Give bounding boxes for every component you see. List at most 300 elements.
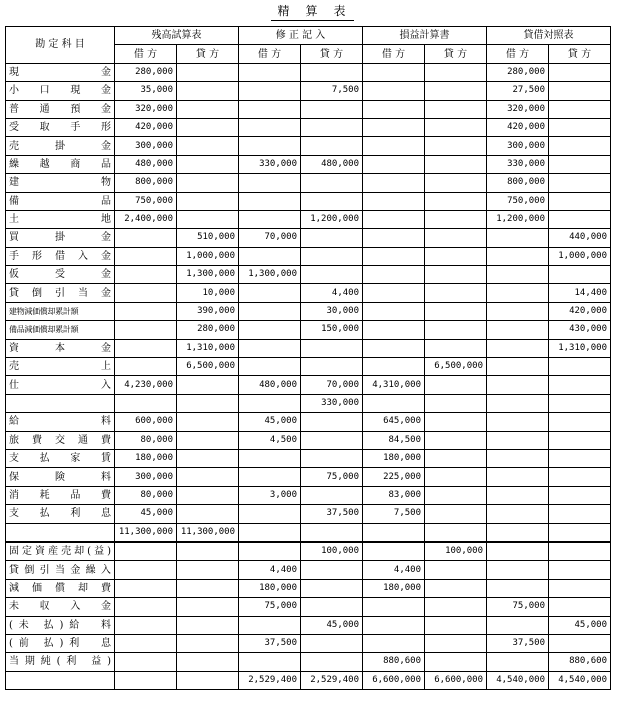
amount-cell: 80,000: [115, 431, 177, 449]
amount-cell: [239, 302, 301, 320]
amount-cell: [115, 616, 177, 634]
amount-cell: 1,310,000: [549, 339, 611, 357]
amount-cell: [363, 523, 425, 542]
table-row: [6, 523, 611, 542]
amount-cell: 35,000: [115, 82, 177, 100]
amount-cell: 1,310,000: [177, 339, 239, 357]
amount-cell: [549, 579, 611, 597]
amount-cell: [425, 616, 487, 634]
amount-cell: 70,000: [301, 376, 363, 394]
amount-cell: 4,230,000: [115, 376, 177, 394]
amount-cell: [115, 284, 177, 302]
amount-cell: [115, 542, 177, 561]
amount-cell: 4,310,000: [363, 376, 425, 394]
account-name: 仮 受 金: [6, 266, 115, 284]
amount-cell: [363, 358, 425, 376]
amount-cell: [115, 302, 177, 320]
amount-cell: [301, 247, 363, 265]
amount-cell: [549, 82, 611, 100]
amount-cell: [177, 174, 239, 192]
amount-cell: 100,000: [425, 542, 487, 561]
table-row: [6, 449, 611, 467]
amount-cell: [239, 100, 301, 118]
account-name: 土 地: [6, 210, 115, 228]
amount-cell: [363, 339, 425, 357]
amount-cell: [177, 468, 239, 486]
amount-cell: [363, 210, 425, 228]
amount-cell: [363, 63, 425, 81]
amount-cell: [115, 598, 177, 616]
amount-cell: [239, 505, 301, 523]
amount-cell: [239, 63, 301, 81]
amount-cell: [425, 192, 487, 210]
amount-cell: [487, 579, 549, 597]
amount-cell: 800,000: [115, 174, 177, 192]
amount-cell: 100,000: [301, 542, 363, 561]
amount-cell: [425, 174, 487, 192]
amount-cell: [363, 155, 425, 173]
amount-cell: [363, 394, 425, 412]
account-name: 建物減価償却累計額: [6, 302, 115, 320]
amount-cell: [177, 634, 239, 652]
amount-cell: [363, 137, 425, 155]
amount-cell: [549, 118, 611, 136]
amount-cell: [177, 449, 239, 467]
amount-cell: [363, 118, 425, 136]
amount-cell: 330,000: [301, 394, 363, 412]
amount-cell: [425, 598, 487, 616]
amount-cell: 4,540,000: [549, 671, 611, 689]
table-row: [6, 321, 611, 339]
amount-cell: 180,000: [239, 579, 301, 597]
amount-cell: [487, 229, 549, 247]
amount-cell: [425, 155, 487, 173]
account-name: (前 払)利 息: [6, 634, 115, 652]
amount-cell: [177, 63, 239, 81]
amount-cell: 3,000: [239, 486, 301, 504]
amount-cell: 4,400: [239, 561, 301, 579]
amount-cell: [487, 413, 549, 431]
amount-cell: [425, 413, 487, 431]
income-statement-header: 損益計算書: [363, 27, 487, 45]
amount-cell: 330,000: [239, 155, 301, 173]
account-name: 現 金: [6, 63, 115, 81]
amount-cell: 70,000: [239, 229, 301, 247]
amount-cell: 600,000: [115, 413, 177, 431]
amount-cell: [301, 118, 363, 136]
table-row: [6, 579, 611, 597]
amount-cell: [177, 598, 239, 616]
account-name: (未 払)給 料: [6, 616, 115, 634]
account-name: 固定資産売却(益): [6, 542, 115, 561]
account-name: 受 取 手 形: [6, 118, 115, 136]
amount-cell: [549, 358, 611, 376]
amount-cell: 300,000: [487, 137, 549, 155]
amount-cell: [425, 247, 487, 265]
amount-cell: [549, 137, 611, 155]
account-name: 建 物: [6, 174, 115, 192]
amount-cell: 45,000: [301, 616, 363, 634]
amount-cell: [363, 616, 425, 634]
amount-cell: 30,000: [301, 302, 363, 320]
amount-cell: 37,500: [487, 634, 549, 652]
amount-cell: [425, 321, 487, 339]
amount-cell: 800,000: [487, 174, 549, 192]
table-row: [6, 100, 611, 118]
table-row: [6, 82, 611, 100]
adjustments-header: 修 正 記 入: [239, 27, 363, 45]
amount-cell: [239, 449, 301, 467]
amount-cell: 1,000,000: [177, 247, 239, 265]
balance-sheet-header: 貸借対照表: [487, 27, 611, 45]
amount-cell: [177, 376, 239, 394]
credit-header: 貸 方: [425, 45, 487, 63]
amount-cell: 390,000: [177, 302, 239, 320]
account-name: [6, 523, 115, 542]
amount-cell: [177, 155, 239, 173]
amount-cell: [425, 523, 487, 542]
amount-cell: 480,000: [239, 376, 301, 394]
amount-cell: [487, 339, 549, 357]
amount-cell: 11,300,000: [115, 523, 177, 542]
table-row: [6, 118, 611, 136]
account-name: 売 上: [6, 358, 115, 376]
amount-cell: [425, 100, 487, 118]
amount-cell: [425, 63, 487, 81]
amount-cell: 1,200,000: [487, 210, 549, 228]
table-row: [6, 210, 611, 228]
account-name: 未 収 入 金: [6, 598, 115, 616]
amount-cell: 300,000: [115, 137, 177, 155]
amount-cell: 280,000: [487, 63, 549, 81]
amount-cell: [549, 394, 611, 412]
amount-cell: 80,000: [115, 486, 177, 504]
amount-cell: [549, 413, 611, 431]
debit-header: 借 方: [363, 45, 425, 63]
amount-cell: 11,300,000: [177, 523, 239, 542]
amount-cell: 10,000: [177, 284, 239, 302]
amount-cell: [301, 229, 363, 247]
amount-cell: [177, 394, 239, 412]
amount-cell: [177, 210, 239, 228]
amount-cell: [239, 192, 301, 210]
amount-cell: [425, 82, 487, 100]
table-row: [6, 376, 611, 394]
amount-cell: [487, 358, 549, 376]
amount-cell: 430,000: [549, 321, 611, 339]
amount-cell: 2,400,000: [115, 210, 177, 228]
amount-cell: 6,600,000: [363, 671, 425, 689]
amount-cell: [239, 321, 301, 339]
amount-cell: [177, 100, 239, 118]
amount-cell: [425, 486, 487, 504]
table-row: [6, 302, 611, 320]
account-name: 貸倒引当金繰入: [6, 561, 115, 579]
amount-cell: [115, 561, 177, 579]
amount-cell: [487, 376, 549, 394]
account-name: 手 形 借 入 金: [6, 247, 115, 265]
page-title: 精 算 表: [0, 2, 625, 21]
amount-cell: [115, 321, 177, 339]
debit-header: 借 方: [487, 45, 549, 63]
amount-cell: [301, 266, 363, 284]
amount-cell: [425, 229, 487, 247]
amount-cell: 480,000: [115, 155, 177, 173]
account-name: 貸 倒 引 当 金: [6, 284, 115, 302]
amount-cell: [425, 579, 487, 597]
amount-cell: [239, 118, 301, 136]
account-name: 仕 入: [6, 376, 115, 394]
amount-cell: [239, 616, 301, 634]
amount-cell: [239, 468, 301, 486]
credit-header: 貸 方: [177, 45, 239, 63]
table-row: [6, 229, 611, 247]
amount-cell: [115, 671, 177, 689]
table-row: [6, 616, 611, 634]
table-row: [6, 155, 611, 173]
amount-cell: [487, 468, 549, 486]
amount-cell: [425, 266, 487, 284]
amount-cell: [487, 542, 549, 561]
amount-cell: [363, 634, 425, 652]
table-row: [6, 486, 611, 504]
amount-cell: [425, 284, 487, 302]
amount-cell: [177, 505, 239, 523]
table-row: [6, 653, 611, 671]
amount-cell: [177, 82, 239, 100]
amount-cell: [425, 210, 487, 228]
amount-cell: [549, 598, 611, 616]
amount-cell: [301, 413, 363, 431]
amount-cell: [549, 63, 611, 81]
amount-cell: [487, 247, 549, 265]
account-name: 備 品: [6, 192, 115, 210]
amount-cell: [363, 284, 425, 302]
amount-cell: [487, 616, 549, 634]
amount-cell: 150,000: [301, 321, 363, 339]
amount-cell: 180,000: [115, 449, 177, 467]
amount-cell: 420,000: [487, 118, 549, 136]
amount-cell: [115, 653, 177, 671]
amount-cell: [115, 266, 177, 284]
amount-cell: [301, 358, 363, 376]
amount-cell: [549, 431, 611, 449]
amount-cell: [549, 376, 611, 394]
amount-cell: [177, 561, 239, 579]
amount-cell: [301, 63, 363, 81]
amount-cell: 1,300,000: [239, 266, 301, 284]
amount-cell: [425, 118, 487, 136]
account-name: 消 耗 品 費: [6, 486, 115, 504]
amount-cell: [301, 598, 363, 616]
account-name: 繰 越 商 品: [6, 155, 115, 173]
account-header: 勘 定 科 目: [6, 27, 115, 64]
amount-cell: [363, 100, 425, 118]
account-name: 減 価 償 却 費: [6, 579, 115, 597]
amount-cell: 45,000: [115, 505, 177, 523]
debit-header: 借 方: [115, 45, 177, 63]
amount-cell: [363, 598, 425, 616]
account-name: [6, 394, 115, 412]
trial-balance-header: 残高試算表: [115, 27, 239, 45]
account-name: 旅 費 交 通 費: [6, 431, 115, 449]
amount-cell: [549, 542, 611, 561]
amount-cell: [239, 247, 301, 265]
amount-cell: [549, 100, 611, 118]
worksheet-table: [5, 26, 611, 690]
amount-cell: [363, 266, 425, 284]
amount-cell: [239, 358, 301, 376]
amount-cell: [115, 634, 177, 652]
amount-cell: 300,000: [115, 468, 177, 486]
amount-cell: [301, 523, 363, 542]
amount-cell: [115, 579, 177, 597]
amount-cell: 440,000: [549, 229, 611, 247]
amount-cell: [425, 505, 487, 523]
amount-cell: [239, 137, 301, 155]
amount-cell: 180,000: [363, 449, 425, 467]
amount-cell: 2,529,400: [301, 671, 363, 689]
amount-cell: [301, 174, 363, 192]
amount-cell: [549, 634, 611, 652]
amount-cell: [549, 449, 611, 467]
amount-cell: 750,000: [115, 192, 177, 210]
amount-cell: [549, 505, 611, 523]
amount-cell: 14,400: [549, 284, 611, 302]
amount-cell: [425, 302, 487, 320]
amount-cell: 2,529,400: [239, 671, 301, 689]
amount-cell: [549, 174, 611, 192]
amount-cell: [425, 431, 487, 449]
amount-cell: [363, 82, 425, 100]
amount-cell: 320,000: [115, 100, 177, 118]
table-row: [6, 671, 611, 689]
amount-cell: 1,300,000: [177, 266, 239, 284]
amount-cell: [363, 174, 425, 192]
amount-cell: [177, 653, 239, 671]
amount-cell: 180,000: [363, 579, 425, 597]
account-name: 備品減価償却累計額: [6, 321, 115, 339]
amount-cell: [487, 266, 549, 284]
table-row: [6, 468, 611, 486]
account-name: 給 料: [6, 413, 115, 431]
amount-cell: 510,000: [177, 229, 239, 247]
amount-cell: [301, 449, 363, 467]
amount-cell: 420,000: [549, 302, 611, 320]
amount-cell: [363, 542, 425, 561]
amount-cell: [487, 561, 549, 579]
amount-cell: 37,500: [301, 505, 363, 523]
amount-cell: 6,500,000: [425, 358, 487, 376]
amount-cell: 4,500: [239, 431, 301, 449]
table-row: [6, 505, 611, 523]
amount-cell: [301, 339, 363, 357]
table-row: [6, 63, 611, 81]
amount-cell: 280,000: [115, 63, 177, 81]
amount-cell: [549, 468, 611, 486]
amount-cell: [115, 339, 177, 357]
amount-cell: [177, 671, 239, 689]
amount-cell: 4,400: [301, 284, 363, 302]
amount-cell: [363, 192, 425, 210]
credit-header: 貸 方: [549, 45, 611, 63]
amount-cell: [301, 100, 363, 118]
table-row: [6, 413, 611, 431]
account-name: [6, 671, 115, 689]
table-row: [6, 247, 611, 265]
amount-cell: [487, 431, 549, 449]
table-row: [6, 174, 611, 192]
amount-cell: [239, 523, 301, 542]
amount-cell: 645,000: [363, 413, 425, 431]
amount-cell: 75,000: [239, 598, 301, 616]
table-row: [6, 266, 611, 284]
account-name: 買 掛 金: [6, 229, 115, 247]
amount-cell: 4,400: [363, 561, 425, 579]
amount-cell: [425, 137, 487, 155]
debit-header: 借 方: [239, 45, 301, 63]
amount-cell: [239, 339, 301, 357]
amount-cell: 880,600: [363, 653, 425, 671]
amount-cell: [301, 634, 363, 652]
amount-cell: [425, 653, 487, 671]
amount-cell: [487, 321, 549, 339]
amount-cell: [239, 542, 301, 561]
amount-cell: [425, 339, 487, 357]
amount-cell: [425, 376, 487, 394]
amount-cell: [239, 174, 301, 192]
amount-cell: 84,500: [363, 431, 425, 449]
amount-cell: [549, 266, 611, 284]
amount-cell: [301, 653, 363, 671]
account-name: 保 険 料: [6, 468, 115, 486]
amount-cell: [115, 394, 177, 412]
table-row: [6, 358, 611, 376]
amount-cell: 4,540,000: [487, 671, 549, 689]
amount-cell: [177, 431, 239, 449]
amount-cell: 75,000: [301, 468, 363, 486]
amount-cell: 37,500: [239, 634, 301, 652]
amount-cell: [425, 634, 487, 652]
amount-cell: [301, 431, 363, 449]
amount-cell: 7,500: [301, 82, 363, 100]
amount-cell: 1,200,000: [301, 210, 363, 228]
amount-cell: [487, 284, 549, 302]
account-name: 売 掛 金: [6, 137, 115, 155]
amount-cell: 45,000: [239, 413, 301, 431]
amount-cell: [487, 394, 549, 412]
amount-cell: 6,500,000: [177, 358, 239, 376]
amount-cell: [177, 118, 239, 136]
amount-cell: 480,000: [301, 155, 363, 173]
account-name: 支 払 利 息: [6, 505, 115, 523]
table-row: [6, 431, 611, 449]
amount-cell: [239, 82, 301, 100]
table-row: [6, 542, 611, 561]
amount-cell: [177, 616, 239, 634]
amount-cell: [363, 247, 425, 265]
account-name: 普 通 預 金: [6, 100, 115, 118]
amount-cell: [487, 523, 549, 542]
account-name: 支 払 家 賃: [6, 449, 115, 467]
amount-cell: 330,000: [487, 155, 549, 173]
amount-cell: 83,000: [363, 486, 425, 504]
amount-cell: 420,000: [115, 118, 177, 136]
amount-cell: [487, 486, 549, 504]
amount-cell: [363, 229, 425, 247]
table-row: [6, 339, 611, 357]
amount-cell: [549, 486, 611, 504]
